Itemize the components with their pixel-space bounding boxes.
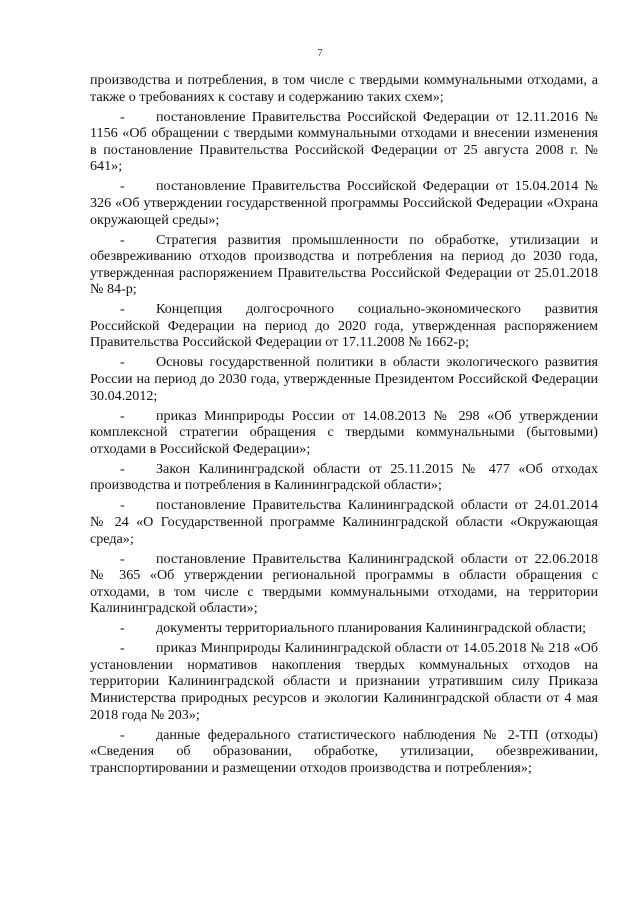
list-dash: - [120,407,125,424]
list-dash: - [120,231,125,248]
paragraph [90,408,598,458]
paragraph [90,620,598,637]
paragraph-text: Концепция долгосрочного социально-экономического развития Российской Федерации на период до 2020 года, утвержденная распоряжением Правительства Российской Федерации от 17.11.2008 № 1662-р; [90,301,598,351]
list-dash: - [120,460,125,477]
list-dash: - [120,550,125,567]
page-number: 7 [317,48,323,59]
paragraph-text: Основы государственной политики в области экологического развития России на период до 2030 года, утвержденные Президентом Российской Федерации 30.04.2012; [90,354,598,404]
paragraph [90,178,598,228]
list-dash: - [120,301,125,318]
document-body [90,72,598,780]
paragraph-text: приказ Минприроды России от 14.08.2013 № 298 «Об утверждении комплексной стратегии обращения с твердыми коммунальными (бытовыми) отходами в Российской Федерации»; [90,407,598,457]
list-dash: - [120,620,125,637]
list-dash: - [120,178,125,195]
paragraph-text: Закон Калининградской области от 25.11.2015 № 477 «Об отходах производства и потребления в Калининградской области»; [90,460,598,494]
paragraph-text: постановление Правительства Российской Федерации от 12.11.2016 № 1156 «Об обращении с твердыми коммунальными отходами и внесении изменения в постановление Правительства Российской Федерации от 25 августа 2008 г. № 641»; [90,108,598,175]
paragraph [90,551,598,617]
paragraph [90,301,598,351]
list-dash: - [120,497,125,514]
paragraph-text: Стратегия развития промышленности по обработке, утилизации и обезвреживанию отходов производства и потребления на период до 2030 года, утвержденная распоряжением Правительства Российской Федерации от 25.01.2018 № 84-р; [90,231,598,298]
paragraph [90,727,598,777]
list-dash: - [120,726,125,743]
paragraph [90,354,598,404]
paragraph-text: приказ Минприроды Калининградской области от 14.05.2018 № 218 «Об установлении нормативов накопления твердых коммунальных отходов на территории Калининградской области и признании утратившим силу Приказа Министерства природных ресурсов и экологии Калининградской области от 4 мая 2018 года № 203»; [90,640,598,723]
paragraph-text: документы территориального планирования Калининградской области; [156,620,587,637]
paragraph-text: постановление Правительства Российской Федерации от 15.04.2014 № 326 «Об утверждении государственной программы Российской Федерации «Охрана окружающей среды»; [90,178,598,228]
paragraph-text: постановление Правительства Калининградской области от 22.06.2018 № 365 «Об утверждении региональной программы в области обращения с отходами, в том числе с твердыми коммунальными отходами, на территории Калининградской области»; [90,550,598,617]
paragraph-text: производства и потребления, в том числе с твердыми коммунальными отходами, а также о требованиях к составу и содержанию таких схем»; [90,72,598,105]
paragraph [90,640,598,723]
paragraph [90,497,598,547]
paragraph [90,109,598,175]
list-dash: - [120,354,125,371]
paragraph [90,232,598,298]
paragraph [90,461,598,494]
paragraph [90,72,598,105]
list-dash: - [120,640,125,657]
list-dash: - [120,108,125,125]
paragraph-text: данные федерального статистического наблюдения № 2-ТП (отходы) «Сведения об образовании, обработке, утилизации, обезвреживании, транспортировании и размещении отходов производства и потребления»; [90,726,598,776]
paragraph-text: постановление Правительства Калининградской области от 24.01.2014 № 24 «О Государственной программе Калининградской области «Окружающая среда»; [90,497,598,547]
